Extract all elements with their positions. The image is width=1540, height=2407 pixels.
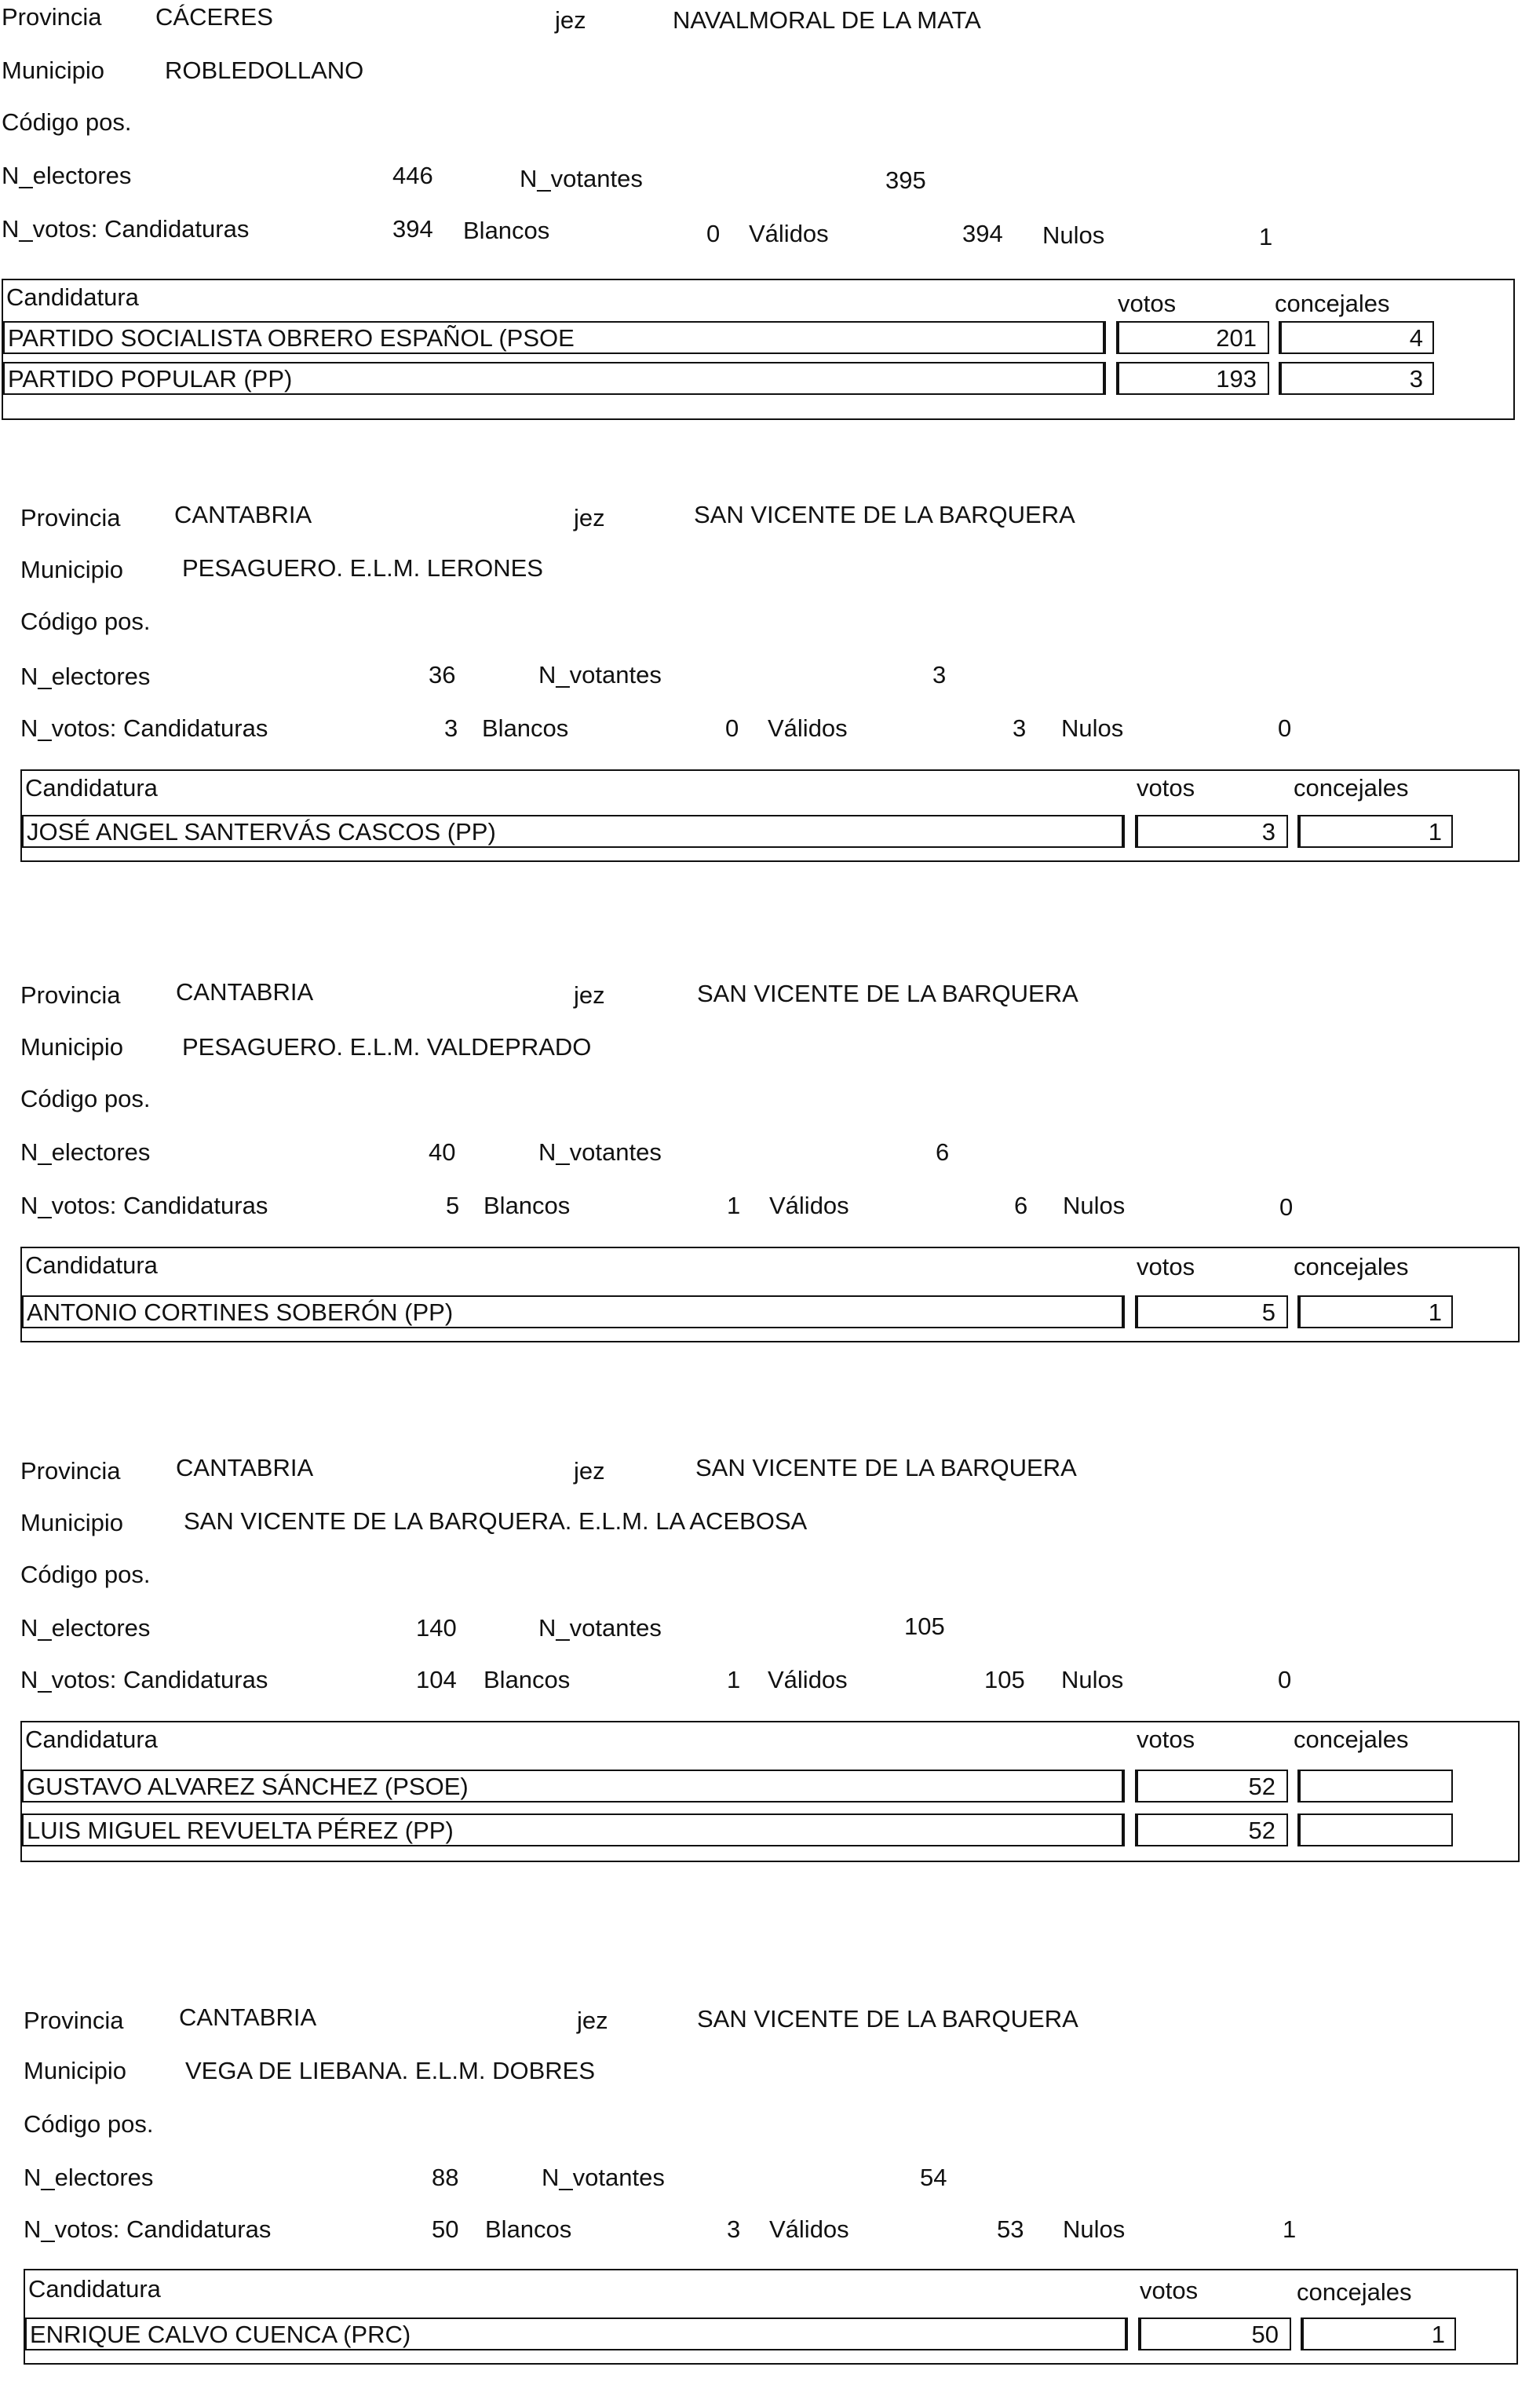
provincia-value: CANTABRIA [176,978,314,1006]
provincia-label: Provincia [20,504,121,531]
concejales-header: concejales [1294,1253,1409,1280]
municipio-label: Municipio [2,57,104,84]
municipio-label: Municipio [20,1509,123,1536]
candidates-table [20,1721,1520,1862]
blancos-value: 3 [727,2215,741,2243]
candidate-votos: 5 [1135,1295,1288,1328]
n-votos-candidaturas-label: N_votos: Candidaturas [20,1666,268,1693]
provincia-value: CANTABRIA [179,2003,317,2031]
codigo-pos-label: Código pos. [20,1085,151,1112]
n-electores-label: N_electores [2,162,132,189]
votos-header: votos [1137,774,1195,802]
provincia-value: CANTABRIA [174,501,312,528]
codigo-pos-label: Código pos. [24,2110,154,2138]
municipio-label: Municipio [20,1033,123,1061]
n-votantes-value: 395 [885,166,926,194]
municipio-value: SAN VICENTE DE LA BARQUERA. E.L.M. LA ACEBOSA [184,1507,808,1535]
provincia-value: CANTABRIA [176,1454,314,1481]
municipio-value: ROBLEDOLLANO [165,57,364,84]
candidate-concejales: 1 [1297,1295,1453,1328]
concejales-header: concejales [1275,290,1390,317]
candidate-name: PARTIDO POPULAR (PP) [3,362,1106,395]
n-electores-label: N_electores [20,1138,151,1166]
candidate-name: JOSÉ ANGEL SANTERVÁS CASCOS (PP) [22,815,1125,848]
blancos-label: Blancos [463,217,550,244]
candidatura-header: Candidatura [25,1251,158,1279]
nulos-label: Nulos [1042,221,1105,249]
candidaturas-value: 5 [446,1192,460,1219]
candidaturas-value: 3 [444,714,458,742]
concejales-header: concejales [1294,774,1409,802]
candidaturas-value: 104 [416,1666,457,1693]
candidate-concejales: 4 [1279,321,1434,354]
n-votos-candidaturas-label: N_votos: Candidaturas [24,2215,272,2243]
blancos-value: 0 [706,220,721,247]
candidatura-header: Candidatura [25,1726,158,1753]
concejales-header: concejales [1294,1726,1409,1753]
candidate-name: LUIS MIGUEL REVUELTA PÉREZ (PP) [22,1813,1125,1846]
provincia-label: Provincia [2,3,102,31]
candidate-concejales: 1 [1297,815,1453,848]
validos-label: Válidos [768,714,848,742]
validos-value: 6 [1014,1192,1028,1219]
candidatura-header: Candidatura [6,283,139,311]
validos-value: 105 [984,1666,1025,1693]
nulos-label: Nulos [1063,1192,1126,1219]
n-electores-value: 446 [392,162,433,189]
validos-label: Válidos [769,2215,849,2243]
votos-header: votos [1140,2277,1199,2304]
n-votantes-label: N_votantes [520,165,643,192]
n-electores-label: N_electores [20,1614,151,1642]
candidate-name: ANTONIO CORTINES SOBERÓN (PP) [22,1295,1125,1328]
candidaturas-value: 50 [432,2215,459,2243]
n-votantes-value: 54 [920,2164,947,2191]
n-electores-label: N_electores [24,2164,154,2191]
n-electores-value: 36 [429,661,456,688]
n-electores-label: N_electores [20,663,151,690]
n-votantes-label: N_votantes [542,2164,665,2191]
jez-value: SAN VICENTE DE LA BARQUERA [697,980,1078,1007]
jez-value: SAN VICENTE DE LA BARQUERA [694,501,1075,528]
codigo-pos-label: Código pos. [2,108,132,136]
n-electores-value: 88 [432,2164,459,2191]
election-record [2,0,1516,408]
n-votantes-label: N_votantes [538,661,662,688]
candidate-concejales [1297,1813,1453,1846]
candidaturas-value: 394 [392,215,433,243]
n-votos-candidaturas-label: N_votos: Candidaturas [20,1192,268,1219]
n-votos-candidaturas-label: N_votos: Candidaturas [2,215,250,243]
municipio-value: PESAGUERO. E.L.M. LERONES [182,554,543,582]
jez-label: jez [577,2007,608,2034]
votos-header: votos [1137,1726,1195,1753]
blancos-label: Blancos [485,2215,572,2243]
candidate-name: ENRIQUE CALVO CUENCA (PRC) [25,2318,1128,2350]
validos-value: 394 [962,220,1003,247]
n-electores-value: 140 [416,1614,457,1642]
candidatura-header: Candidatura [25,774,158,802]
votos-header: votos [1118,290,1177,317]
jez-value: NAVALMORAL DE LA MATA [673,6,981,34]
blancos-label: Blancos [482,714,569,742]
candidate-votos: 50 [1138,2318,1291,2350]
candidates-table [24,2269,1518,2365]
jez-label: jez [574,504,605,531]
concejales-header: concejales [1297,2278,1412,2306]
codigo-pos-label: Código pos. [20,608,151,635]
provincia-label: Provincia [20,1457,121,1485]
candidate-votos: 193 [1116,362,1269,395]
nulos-value: 0 [1278,714,1292,742]
nulos-label: Nulos [1063,2215,1126,2243]
election-record [24,1999,1538,2407]
candidate-votos: 52 [1135,1813,1288,1846]
validos-label: Válidos [749,220,829,247]
jez-value: SAN VICENTE DE LA BARQUERA [695,1454,1077,1481]
candidate-name: GUSTAVO ALVAREZ SÁNCHEZ (PSOE) [22,1770,1125,1803]
blancos-value: 1 [727,1666,741,1693]
blancos-value: 0 [725,714,739,742]
validos-value: 53 [997,2215,1024,2243]
nulos-label: Nulos [1061,714,1124,742]
candidate-concejales: 3 [1279,362,1434,395]
candidatura-header: Candidatura [28,2275,161,2303]
candidates-table [2,279,1515,420]
municipio-value: VEGA DE LIEBANA. E.L.M. DOBRES [185,2057,596,2084]
candidate-votos: 52 [1135,1770,1288,1803]
election-record [20,1449,1535,1857]
nulos-label: Nulos [1061,1666,1124,1693]
candidate-votos: 201 [1116,321,1269,354]
candidate-concejales [1297,1770,1453,1803]
election-record [20,496,1535,904]
validos-label: Válidos [768,1666,848,1693]
nulos-value: 0 [1279,1193,1294,1221]
provincia-label: Provincia [20,981,121,1009]
n-votantes-value: 6 [936,1138,950,1166]
jez-value: SAN VICENTE DE LA BARQUERA [697,2005,1078,2033]
nulos-value: 0 [1278,1666,1292,1693]
provincia-label: Provincia [24,2007,124,2034]
blancos-label: Blancos [484,1192,571,1219]
n-votantes-value: 105 [904,1613,945,1640]
election-record [20,973,1535,1382]
nulos-value: 1 [1283,2215,1297,2243]
candidates-table [20,1247,1520,1342]
n-votantes-label: N_votantes [538,1138,662,1166]
provincia-value: CÁCERES [155,3,273,31]
jez-label: jez [574,981,605,1009]
n-votos-candidaturas-label: N_votos: Candidaturas [20,714,268,742]
candidate-concejales: 1 [1301,2318,1456,2350]
codigo-pos-label: Código pos. [20,1561,151,1588]
jez-label: jez [574,1457,605,1485]
nulos-value: 1 [1259,223,1273,250]
jez-label: jez [555,6,586,34]
candidate-name: PARTIDO SOCIALISTA OBRERO ESPAÑOL (PSOE [3,321,1106,354]
municipio-label: Municipio [24,2057,126,2084]
n-votantes-value: 3 [932,661,947,688]
validos-label: Válidos [769,1192,849,1219]
blancos-value: 1 [727,1192,741,1219]
blancos-label: Blancos [484,1666,571,1693]
votos-header: votos [1137,1253,1195,1280]
candidates-table [20,769,1520,862]
n-electores-value: 40 [429,1138,456,1166]
validos-value: 3 [1013,714,1027,742]
n-votantes-label: N_votantes [538,1614,662,1642]
candidate-votos: 3 [1135,815,1288,848]
municipio-label: Municipio [20,556,123,583]
municipio-value: PESAGUERO. E.L.M. VALDEPRADO [182,1033,592,1061]
